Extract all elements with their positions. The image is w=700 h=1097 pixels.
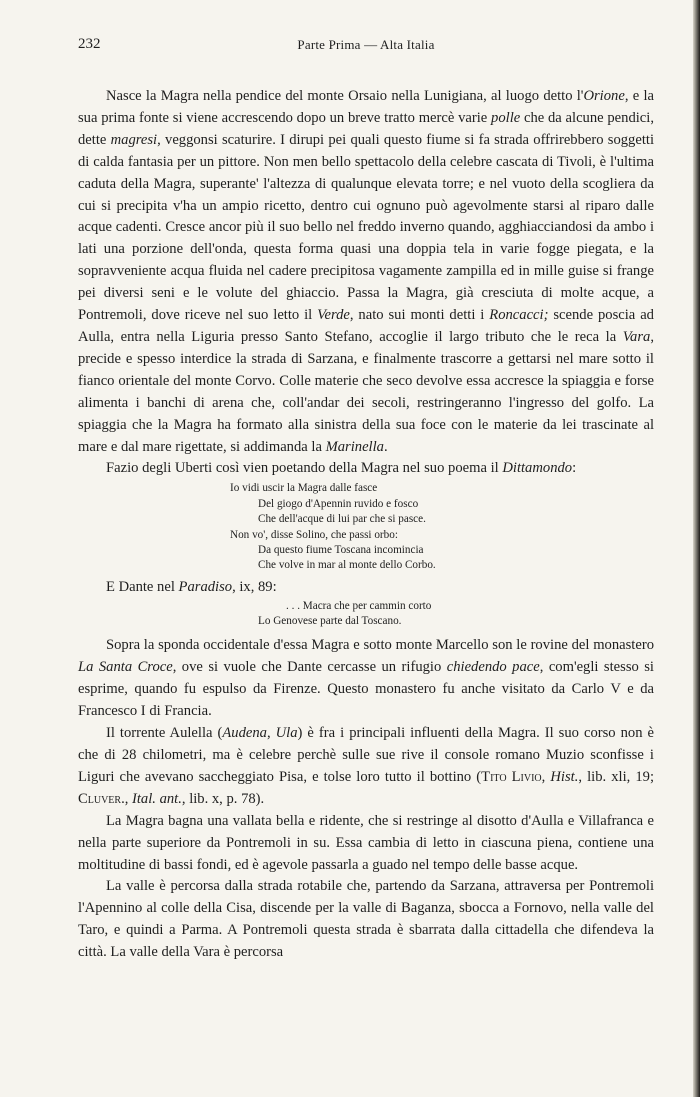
running-head: Parte Prima — Alta Italia	[297, 37, 435, 52]
verse-line: Che dell'acque di lui par che si pasce.	[258, 513, 426, 526]
italic-term: Marinella	[325, 438, 384, 455]
verse-line: Lo Genovese parte dal Toscano.	[258, 615, 402, 628]
verse-dittamondo	[230, 481, 654, 573]
text-run: , lib. xli, 19;	[578, 768, 655, 785]
italic-term: Vara	[622, 328, 651, 345]
verse-paradiso	[258, 599, 654, 630]
paragraph-fazio-intro	[78, 458, 654, 480]
page-edge-shadow	[693, 0, 700, 1097]
text-run: , ix, 89:	[232, 578, 277, 595]
text-run: ) è fra i principali influenti della Magra. Il suo corso non è che di 28 chilometri, ma è celebre perchè sulle sue rive il console romano Muzio sconfisse i Liguri che avevano saccheggiato Pisa, e tolse loro tutto il bottino (	[78, 725, 654, 785]
verse-line: Che volve in mar al monte dello Corbo.	[258, 559, 436, 572]
italic-term: Audena	[222, 725, 267, 742]
text-run: che da alcune pendici, dette	[78, 109, 654, 148]
paragraph-road: La valle è percorsa dalla strada rotabile che, partendo da Sarzana, attraversa per Pontremoli l'Apennino al colle della Cisa, discende per la valle di Baganza, sbocca a Fornovo, nella valle del Taro, e quindi a Parma. A Pontremoli questa strada è sbarrata dalla cittadella che difendeva la città. La valle della Vara è percorsa	[78, 878, 654, 961]
italic-term: La Santa Croce	[78, 659, 173, 676]
italic-term: Verde	[317, 307, 350, 324]
italic-title: Ital. ant.	[132, 790, 182, 807]
text-run: , precide e spesso interdice la strada di Sarzana, e finalmente trascorre a gettarsi nel mare sotto il fianco orientale del monte Corvo. Colle materie che seco devolve essa accresce la spiaggia e forse alimenta i banchi di arena che, coll'andar dei secoli, restringeranno l'ingresso del golfo. La spiaggia che la Magra ha formato alla sinistra della sua foce con le materie da lei trascinate al mare e dal mare rigettate, si addimanda la	[78, 328, 654, 455]
italic-term: magresi	[110, 131, 158, 148]
text-run: , lib. x, p. 78).	[181, 790, 265, 807]
text-run: ,	[541, 768, 551, 785]
text-run: Sopra la sponda occidentale d'essa Magra e sotto monte Marcello son le rovine del monastero	[106, 637, 654, 654]
text-run: , e la sua prima fonte si viene accrescendo dopo un breve tratto mercè varie	[78, 88, 654, 126]
author-name: Cluver.	[78, 790, 125, 807]
italic-term: Orione	[583, 88, 625, 104]
text-run: Fazio degli Uberti così vien poetando della Magra nel suo poema il	[106, 460, 503, 477]
paragraph-dante-intro	[78, 577, 654, 599]
text-run: Nasce la Magra nella pendice del monte Orsaio nella Lunigiana, al luogo detto l'	[106, 88, 584, 104]
verse-line: Del giogo d'Apennin ruvido e fosco	[258, 497, 419, 510]
text-run: , com'egli stesso si esprime, quando fu espulso da Firenze. Questo monastero fu anche visitato da Carlo V e da Francesco I di Francia.	[78, 659, 654, 720]
text-run: ,	[266, 725, 276, 742]
verse-line: . . . Macra che per cammin corto	[286, 599, 432, 612]
verse-line: Io vidi uscir la Magra dalle fasce	[230, 482, 378, 495]
italic-term: chiedendo pace	[446, 659, 540, 676]
text-run: scende poscia ad Aulla, entra nella Liguria presso Santo Stefano, accoglie il largo tributo che le reca la	[78, 307, 654, 345]
paragraph-santa-croce	[78, 635, 654, 723]
text-run: :	[572, 460, 577, 477]
italic-term: polle	[491, 109, 521, 126]
italic-title: Dittamondo	[502, 460, 573, 477]
text-run: E Dante nel	[106, 578, 179, 595]
text-run: .	[383, 438, 388, 455]
body-text	[78, 86, 654, 964]
text-run: ,	[124, 790, 133, 807]
italic-term: Roncacci;	[489, 307, 549, 324]
author-name: Tito Livio	[481, 768, 542, 785]
text-run: , ove si vuole che Dante cercasse un rifugio	[172, 659, 447, 676]
italic-term: Ula	[275, 725, 298, 742]
italic-title: Hist.	[550, 768, 579, 785]
paragraph-magra-source	[78, 86, 654, 458]
text-run: , nato sui monti detti i	[349, 307, 490, 324]
page-header	[78, 36, 654, 56]
paragraph-magra-valley: La Magra bagna una vallata bella e ridente, che si restringe al disotto d'Aulla e Villafranca e nella parte superiore da Pontremoli in su. Essa cambia di letto in ciascuna piena, contiene una moltitudine di bassi fondi, ed è agevole passarla a guado nel tempo delle basse acque.	[78, 812, 654, 873]
verse-line: Non vo', disse Solino, che passi orbo:	[230, 528, 398, 541]
page-number: 232	[78, 36, 101, 52]
text-run: Il torrente Aulella (	[106, 725, 223, 742]
verse-line: Da questo fiume Toscana incomincia	[258, 543, 424, 556]
italic-title: Paradiso	[178, 578, 233, 595]
text-run: , veggonsi scaturire. I dirupi pei quali questo fiume si fa strada offrirebbero soggetti di calda fantasia per un pittore. Non men bello spettacolo della celebre cascata di Tivoli, è l'ultima caduta della Magra, superante' l'altezza di qualunque elevata torre; e nel vuoto della scogliera da cui si precipita v'ha un ampio ricetto, dentro cui ognuno può agevolmente starsi al riparo dalle acque cadenti. Cresce ancor più il suo bello nel freddo inverno quando, agghiacciandosi da ambo i lati una porzione dell'onda, questa forma quasi una doppia tela in varie fogge piegata, e la sopravveniente acqua fluida nel cadere precipitosa vagamente zampilla ed in mille guise si frange pei diversi seni e le volute del ghiaccio. Passa la Magra, già cresciuta di molte acque, a Pontremoli, dove riceve nel suo letto il	[78, 131, 654, 324]
paragraph-aulella	[78, 723, 654, 811]
